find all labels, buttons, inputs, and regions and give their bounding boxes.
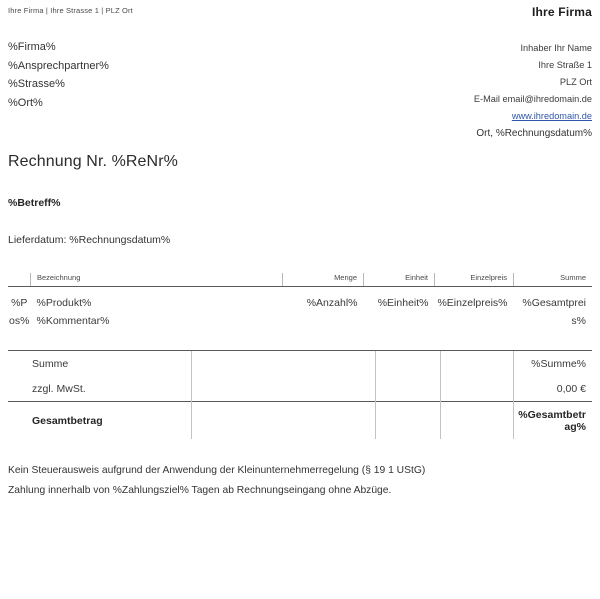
totals-value-mwst: 0,00 € [514, 376, 593, 402]
recipient-line-city: %Ort% [8, 96, 43, 109]
totals-label-mwst: zzgl. MwSt. [32, 383, 86, 395]
line-items-table [8, 273, 592, 330]
line-items-body [8, 287, 592, 331]
totals-value-gesamtbetrag: %Gesamtbetrag% [514, 402, 593, 440]
sender-contact-block [474, 40, 592, 125]
recipient-line-company: %Firma% [8, 41, 56, 53]
table-row [8, 287, 592, 331]
sender-email: E-Mail email@ihredomain.de [473, 94, 592, 104]
cell-einzelpreis: %Einzelpreis% [437, 297, 508, 309]
cell-pos: %Pos% [9, 297, 30, 327]
cell-einheit: %Einheit% [377, 297, 429, 309]
recipient-line-street: %Strasse% [8, 78, 65, 90]
totals-spacer-b [376, 351, 441, 377]
totals-label-gesamtbetrag: Gesamtbetrag [8, 402, 192, 440]
totals-spacer-d [192, 376, 376, 402]
totals-spacer-f [441, 376, 514, 402]
column-header-summe: Summe [514, 273, 593, 287]
cell-product-comment: %Kommentar% [36, 315, 110, 327]
totals-label-summe: Summe [8, 351, 192, 377]
sender-street: Ihre Straße 1 [538, 60, 592, 70]
totals-spacer-a [192, 351, 376, 377]
totals-row-mwst [8, 376, 592, 402]
cell-summe: %Gesamtpreis% [522, 297, 586, 327]
recipient-line-contact: %Ansprechpartner% [8, 59, 109, 72]
column-header-einzelpreis: Einzelpreis [435, 273, 514, 287]
place-and-date: Ort, %Rechnungsdatum% [476, 128, 592, 139]
cell-menge: %Anzahl% [306, 297, 358, 309]
column-header-bezeichnung: Bezeichnung [31, 273, 283, 287]
totals-row-summe [8, 351, 592, 377]
column-header-pos [8, 273, 31, 287]
totals-spacer-i [441, 402, 514, 440]
invoice-number-heading: Rechnung Nr. %ReNr% [8, 153, 178, 170]
footer-tax-note: Kein Steuerausweis aufgrund der Anwendung der Kleinunternehmerregelung (§ 19 1 UStG) [8, 465, 426, 476]
totals-spacer-c [441, 351, 514, 377]
sender-city: PLZ Ort [559, 77, 592, 87]
invoice-footer-notes [8, 461, 592, 501]
recipient-address-block [8, 38, 109, 112]
delivery-date: Lieferdatum: %Rechnungsdatum% [8, 234, 171, 246]
totals-value-summe: %Summe% [514, 351, 593, 377]
totals-table [8, 350, 592, 439]
sender-owner: Inhaber Ihr Name [520, 43, 592, 53]
page-header [8, 0, 592, 26]
sender-return-address-line: Ihre Firma | Ihre Strasse 1 | PLZ Ort [8, 6, 133, 15]
sender-website-link[interactable]: www.ihredomain.de [511, 111, 592, 121]
totals-spacer-e [376, 376, 441, 402]
address-section [8, 26, 592, 126]
column-header-menge: Menge [283, 273, 364, 287]
totals-spacer-g [192, 402, 376, 440]
footer-payment-terms: Zahlung innerhalb von %Zahlungsziel% Tagen ab Rechnungseingang ohne Abzüge. [8, 485, 392, 496]
invoice-subject: %Betreff% [8, 197, 61, 209]
cell-bezeichnung [31, 287, 283, 331]
column-header-einheit: Einheit [364, 273, 435, 287]
line-items-header [8, 273, 592, 287]
totals-spacer-h [376, 402, 441, 440]
cell-product-name: %Produkt% [36, 297, 92, 309]
company-title: Ihre Firma [531, 5, 592, 19]
table-header-row [8, 273, 592, 287]
totals-row-gesamtbetrag [8, 402, 592, 440]
